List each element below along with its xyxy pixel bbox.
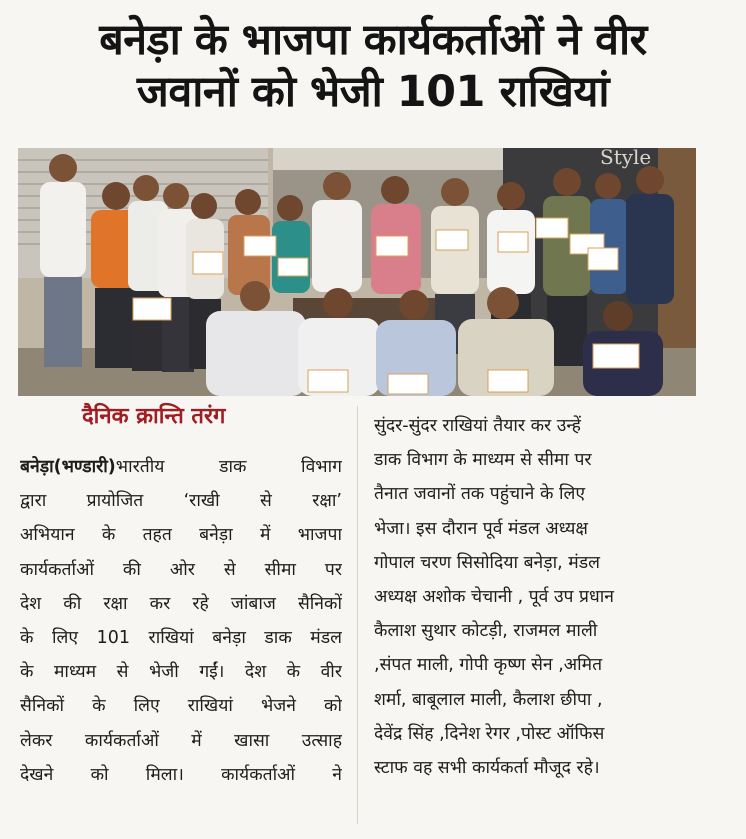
article-line: सुंदर-सुंदर राखियां तैयार कर उन्हें <box>374 416 581 436</box>
article-line: देखने को मिला। कार्यकर्ताओं ने <box>20 764 342 785</box>
article-column-left <box>20 450 342 792</box>
news-photo <box>18 148 696 396</box>
article-line: अध्यक्ष अशोक चेचानी , पूर्व उप प्रधान <box>374 587 614 608</box>
article-line: लेकर कार्यकर्ताओं में खासा उत्साह <box>20 730 342 751</box>
article-line: द्वारा प्रायोजित ‘राखी से रक्षा’ <box>20 491 342 512</box>
article-line <box>20 450 342 484</box>
article-line: डाक विभाग के माध्यम से सीमा पर <box>374 450 592 471</box>
article-line: सैनिकों के लिए राखियां भेजने को <box>20 696 342 717</box>
article-line: अभियान के तहत बनेड़ा में भाजपा <box>20 525 342 546</box>
group-photo-illustration <box>18 148 696 396</box>
article-line: शर्मा, बाबूलाल माली, कैलाश छीपा , <box>374 689 603 710</box>
article-line: तैनात जवानों तक पहुंचाने के लिए <box>374 484 586 505</box>
headline-line-1: बनेड़ा के भाजपा कार्यकर्ताओं ने वीर <box>99 15 647 65</box>
article-line: के लिए 101 राखियां बनेड़ा डाक मंडल <box>20 628 342 649</box>
article-line: देश की रक्षा कर रहे जांबाज सैनिकों <box>20 593 342 614</box>
column-divider <box>357 406 358 824</box>
article-line: कैलाश सुथार कोटड़ी, राजमल माली <box>374 621 598 642</box>
article-line: गोपाल चरण सिसोदिया बनेड़ा, मंडल <box>374 552 600 573</box>
article-line: कार्यकर्ताओं की ओर से सीमा पर <box>20 559 342 580</box>
dateline: बनेड़ा(भण्डारी) <box>20 457 116 477</box>
headline-line-2: जवानों को भेजी 101 राखियां <box>136 67 610 117</box>
article-line: देवेंद्र सिंह ,दिनेश रेगर ,पोस्ट ऑफिस <box>374 723 605 744</box>
byline: दैनिक क्रान्ति तरंग <box>82 404 226 429</box>
article-line: ,संपत माली, गोपी कृष्ण सेन ,अमित <box>374 655 603 676</box>
signboard-text: Style <box>600 148 652 169</box>
article-column-right <box>374 409 696 785</box>
article-line: भेजा। इस दौरान पूर्व मंडल अध्यक्ष <box>374 518 588 539</box>
article-line-text: भारतीय डाक विभाग <box>115 457 342 477</box>
article-line: के माध्यम से भेजी गईं। देश के वीर <box>20 662 342 683</box>
article-line: स्टाफ वह सभी कार्यकर्ता मौजूद रहे। <box>374 758 600 779</box>
headline <box>0 14 746 118</box>
